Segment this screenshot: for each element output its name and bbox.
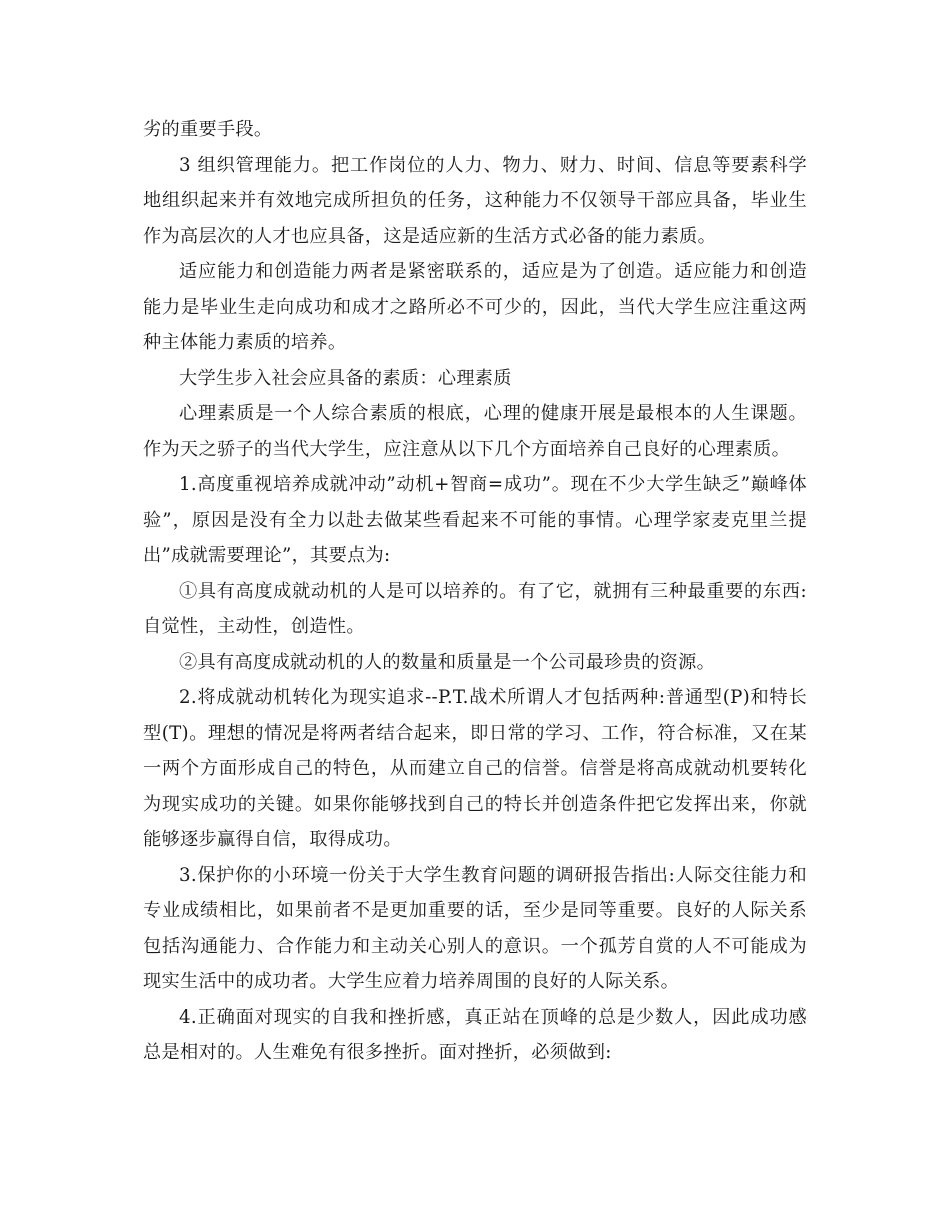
list-item: 2.将成就动机转化为现实追求--P.T.战术所谓人才包括两种:普通型(P)和特长型(T)。理想的情况是将两者结合起来，即日常的学习、工作，符合标准，又在某一两个方面形成自己的特色，从而建立自己的信誉。信誉是将高成就动机要转化为现实成功的关键。如果你能够找到自己的特长并创造条件把它发挥出来，你就能够逐步赢得自信，取得成功。 [143, 687, 807, 850]
paragraph: 心理素质是一个人综合素质的根底，心理的健康开展是最根本的人生课题。作为天之骄子的当代大学生，应注意从以下几个方面培养自己良好的心理素质。 [143, 403, 807, 460]
paragraph: 劣的重要手段。 [143, 119, 273, 140]
document-body [143, 112, 807, 1071]
list-item: ②具有高度成就动机的人的数量和质量是一个公司最珍贵的资源。 [179, 651, 716, 673]
section-heading: 大学生步入社会应具备的素质：心理素质 [179, 367, 512, 389]
list-item: 4.正确面对现实的自我和挫折感，真正站在顶峰的总是少数人，因此成功感总是相对的。人生难免有很多挫折。面对挫折，必须做到: [143, 1006, 807, 1063]
list-item: 3.保护你的小环境一份关于大学生教育问题的调研报告指出:人际交往能力和专业成绩相比，如果前者不是更加重要的话，至少是同等重要。良好的人际关系包括沟通能力、合作能力和主动关心别人的意识。一个孤芳自赏的人不可能成为现实生活中的成功者。大学生应着力培养周围的良好的人际关系。 [143, 864, 807, 992]
paragraph: 适应能力和创造能力两者是紧密联系的，适应是为了创造。适应能力和创造能力是毕业生走向成功和成才之路所必不可少的，因此，当代大学生应注重这两种主体能力素质的培养。 [143, 261, 807, 353]
list-item: 1.高度重视培养成就冲动”动机+智商=成功”。现在不少大学生缺乏”巅峰体验”，原因是没有全力以赴去做某些看起来不可能的事情。心理学家麦克里兰提出”成就需要理论”，其要点为: [143, 474, 807, 566]
list-item: ①具有高度成就动机的人是可以培养的。有了它，就拥有三种最重要的东西:自觉性，主动性，创造性。 [143, 580, 807, 637]
paragraph: 3 组织管理能力。把工作岗位的人力、物力、财力、时间、信息等要素科学地组织起来并有效地完成所担负的任务，这种能力不仅领导干部应具备，毕业生作为高层次的人才也应具备，这是适应新的生活方式必备的能力素质。 [143, 154, 807, 247]
